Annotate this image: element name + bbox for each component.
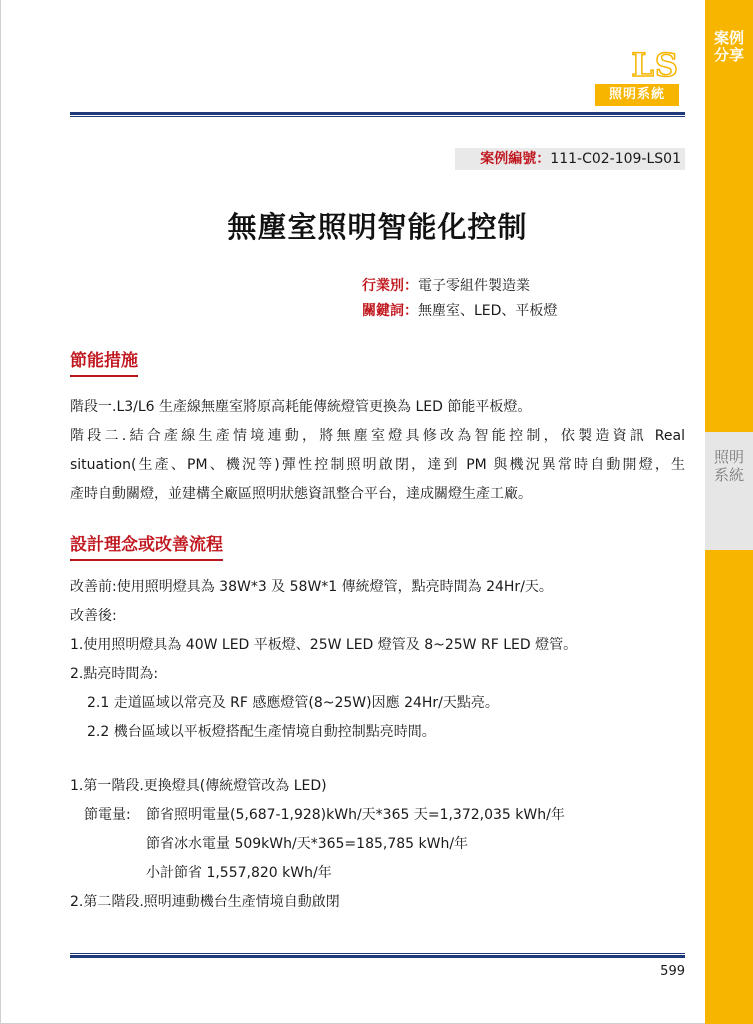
saving-line: 節省照明電量(5,687-1,928)kWh/天*365 天=1,372,035 kWh/年 (146, 807, 565, 823)
phase2-line: 2.第二階段.照明連動機台生產情境自動啟閉 (70, 894, 340, 910)
saving-line: 小計節省 1,557,820 kWh/年 (146, 865, 332, 881)
keywords-label: 關鍵詞： (362, 303, 418, 319)
ls-logo (595, 48, 679, 106)
energy-paragraph (70, 393, 685, 509)
paragraph-line: 產時自動關燈，並建構全廠區照明狀態資訊整合平台，達成關燈生產工廠。 (70, 486, 532, 502)
footer-rule (70, 953, 685, 958)
design-paragraph (70, 573, 685, 747)
phase1-line: 1.第一階段.更換燈具(傳統燈管改為 LED) (70, 778, 327, 794)
industry-label: 行業別： (362, 278, 418, 294)
keywords-value: 無塵室、LED、平板燈 (418, 303, 558, 319)
side-tab-strip (705, 0, 753, 1024)
keywords-row (362, 300, 557, 322)
paragraph-line: 階段一.L3/L6 生產線無塵室將原高耗能傳統燈管更換為 LED 節能平板燈。 (70, 399, 532, 415)
logo-subtitle: 照明系統 (595, 84, 679, 106)
section-heading-design: 設計理念或改善流程 (70, 534, 223, 561)
paragraph-line: 2.點亮時間為: (70, 666, 159, 682)
paragraph-line: 2.1 走道區域以常亮及 RF 感應燈管(8~25W)因應 24Hr/天點亮。 (87, 695, 499, 711)
header-rule (70, 112, 685, 117)
phase-block (70, 772, 685, 917)
case-number-value: 111-C02-109-LS01 (550, 151, 681, 167)
side-tab-lighting-system[interactable]: 照明系統 (713, 448, 744, 484)
section-heading-energy: 節能措施 (70, 350, 138, 377)
paragraph-line: 階段二.結合產線生產情境連動，將無塵室燈具修改為智能控制，依製造資訊 Real (70, 428, 685, 444)
industry-value: 電子零組件製造業 (418, 278, 530, 294)
case-number (455, 148, 685, 170)
paragraph-line: 改善前:使用照明燈具為 38W*3 及 58W*1 傳統燈管，點亮時間為 24Hr/天。 (70, 579, 553, 595)
logo-mark: LS (631, 46, 679, 84)
page-number: 599 (660, 964, 685, 979)
paragraph-line: situation(生產、PM、機況等)彈性控制照明啟閉，達到 PM 與機況異常時自動開燈，生 (70, 457, 685, 473)
page-border (0, 0, 1, 1024)
page-title: 無塵室照明智能化控制 (227, 210, 528, 244)
paragraph-line: 1.使用照明燈具為 40W LED 平板燈、25W LED 燈管及 8~25W RF LED 燈管。 (70, 637, 578, 653)
saving-line: 節省冰水電量 509kWh/天*365=185,785 kWh/年 (146, 836, 469, 852)
case-number-label: 案例編號： (480, 151, 551, 167)
saving-row (70, 801, 685, 830)
side-tab-case-share[interactable]: 案例分享 (713, 29, 744, 64)
paragraph-line: 2.2 機台區域以平板燈搭配生產情境自動控制點亮時間。 (87, 724, 436, 740)
paragraph-line: 改善後: (70, 608, 117, 624)
industry-row (362, 275, 530, 297)
saving-label: 節電量: (84, 807, 131, 823)
